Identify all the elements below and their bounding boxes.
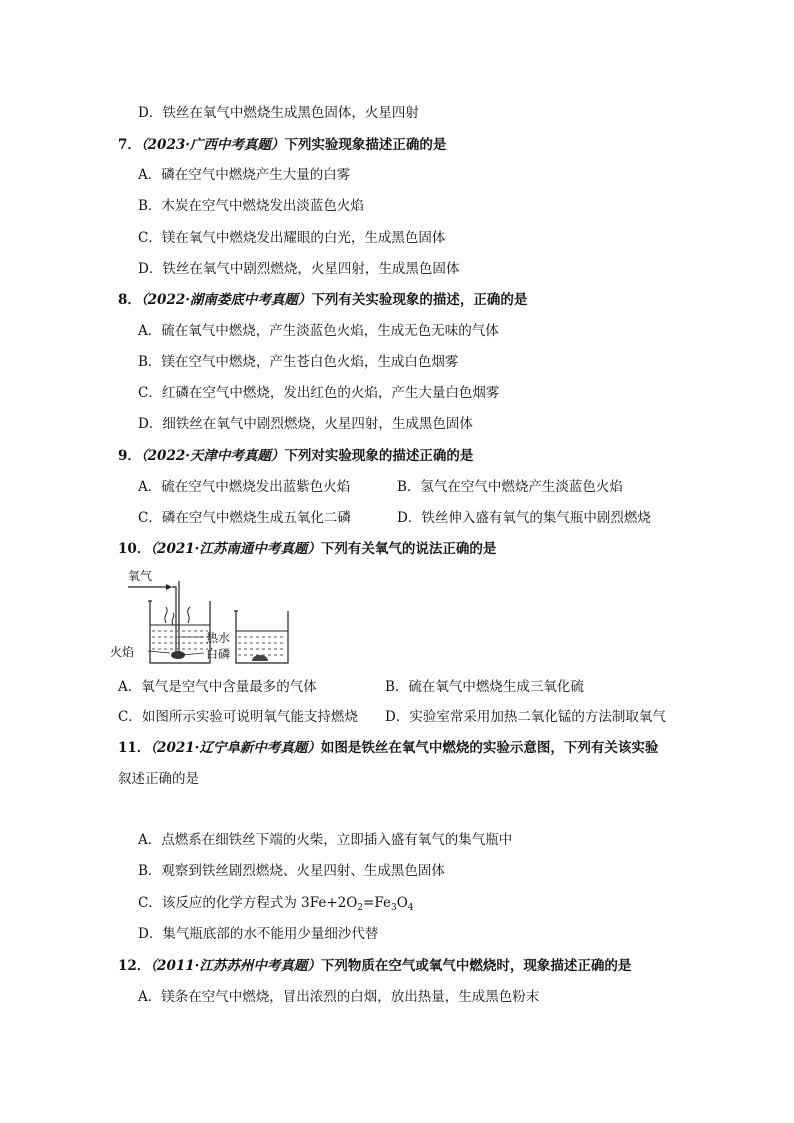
question-12: 12．（2011·江苏苏州中考真题）下列物质在空气或氧气中燃烧时，现象描述正确的是 [118, 958, 632, 974]
label-flame: 火焰 [110, 645, 135, 659]
q11-option-a: A．点燃系在细铁丝下端的火柴，立即插入盛有氧气的集气瓶中 [138, 832, 513, 848]
q9-option-c: C．磷在空气中燃烧生成五氧化二磷 [138, 510, 351, 526]
label-oxygen: 氧气 [128, 569, 153, 583]
q7-option-b: B．木炭在空气中燃烧发出淡蓝色火焰 [138, 198, 364, 214]
question-11-cont: 叙述正确的是 [118, 771, 199, 787]
q8-option-a: A．硫在氧气中燃烧，产生淡蓝色火焰，生成无色无味的气体 [138, 323, 499, 339]
q8-option-b: B．镁在空气中燃烧，产生苍白色火焰，生成白色烟雾 [138, 354, 459, 370]
q8-option-c: C．红磷在空气中燃烧，发出红色的火焰，产生大量白色烟雾 [138, 385, 500, 401]
label-hot-water: 热水 [206, 631, 231, 645]
q9-option-b: B．氢气在空气中燃烧产生淡蓝色火焰 [397, 479, 623, 495]
question-7: 7．（2023·广西中考真题）下列实验现象描述正确的是 [118, 137, 447, 153]
q10-option-c: C．如图所示实验可说明氧气能支持燃烧 [118, 709, 358, 725]
question-8: 8．（2022·湖南娄底中考真题）下列有关实验现象的描述，正确的是 [118, 292, 528, 308]
q7-option-c: C．镁在氧气中燃烧发出耀眼的白光，生成黑色固体 [138, 230, 446, 246]
question-10: 10．（2021·江苏南通中考真题）下列有关氧气的说法正确的是 [118, 541, 497, 557]
question-9: 9．（2022·天津中考真题）下列对实验现象的描述正确的是 [118, 448, 474, 464]
q7-option-d: D．铁丝在氧气中剧烈燃烧，火星四射，生成黑色固体 [138, 261, 460, 277]
q12-option-a: A．镁条在空气中燃烧，冒出浓烈的白烟，放出热量，生成黑色粉末 [138, 989, 540, 1005]
q11-option-c: C．该反应的化学方程式为 $3Fe+2O_2=Fe_3O_4$ [138, 895, 414, 913]
question-11: 11．（2021·辽宁阜新中考真题）如图是铁丝在氧气中燃烧的实验示意图，下列有关该实验 [118, 740, 659, 756]
q7-option-a: A．磷在空气中燃烧产生大量的白雾 [138, 167, 351, 183]
q10-option-a: A．氧气是空气中含量最多的气体 [118, 679, 317, 695]
q11-option-d: D．集气瓶底部的水不能用少量细沙代替 [138, 926, 379, 942]
experiment-diagram [110, 567, 293, 669]
q11-option-b: B．观察到铁丝剧烈燃烧、火星四射、生成黑色固体 [138, 863, 445, 879]
q8-option-d: D．细铁丝在氧气中剧烈燃烧，火星四射，生成黑色固体 [138, 416, 473, 432]
q9-option-d: D．铁丝伸入盛有氧气的集气瓶中剧烈燃烧 [397, 510, 651, 526]
q10-option-b: B．硫在氧气中燃烧生成三氧化硫 [385, 679, 584, 695]
q10-option-d: D．实验室常采用加热二氧化锰的方法制取氧气 [385, 709, 666, 725]
label-white-phosphorus: 白磷 [206, 647, 231, 661]
q6-option-d: D．铁丝在氧气中燃烧生成黑色固体，火星四射 [138, 105, 419, 121]
q9-option-a: A．硫在空气中燃烧发出蓝紫色火焰 [138, 479, 351, 495]
